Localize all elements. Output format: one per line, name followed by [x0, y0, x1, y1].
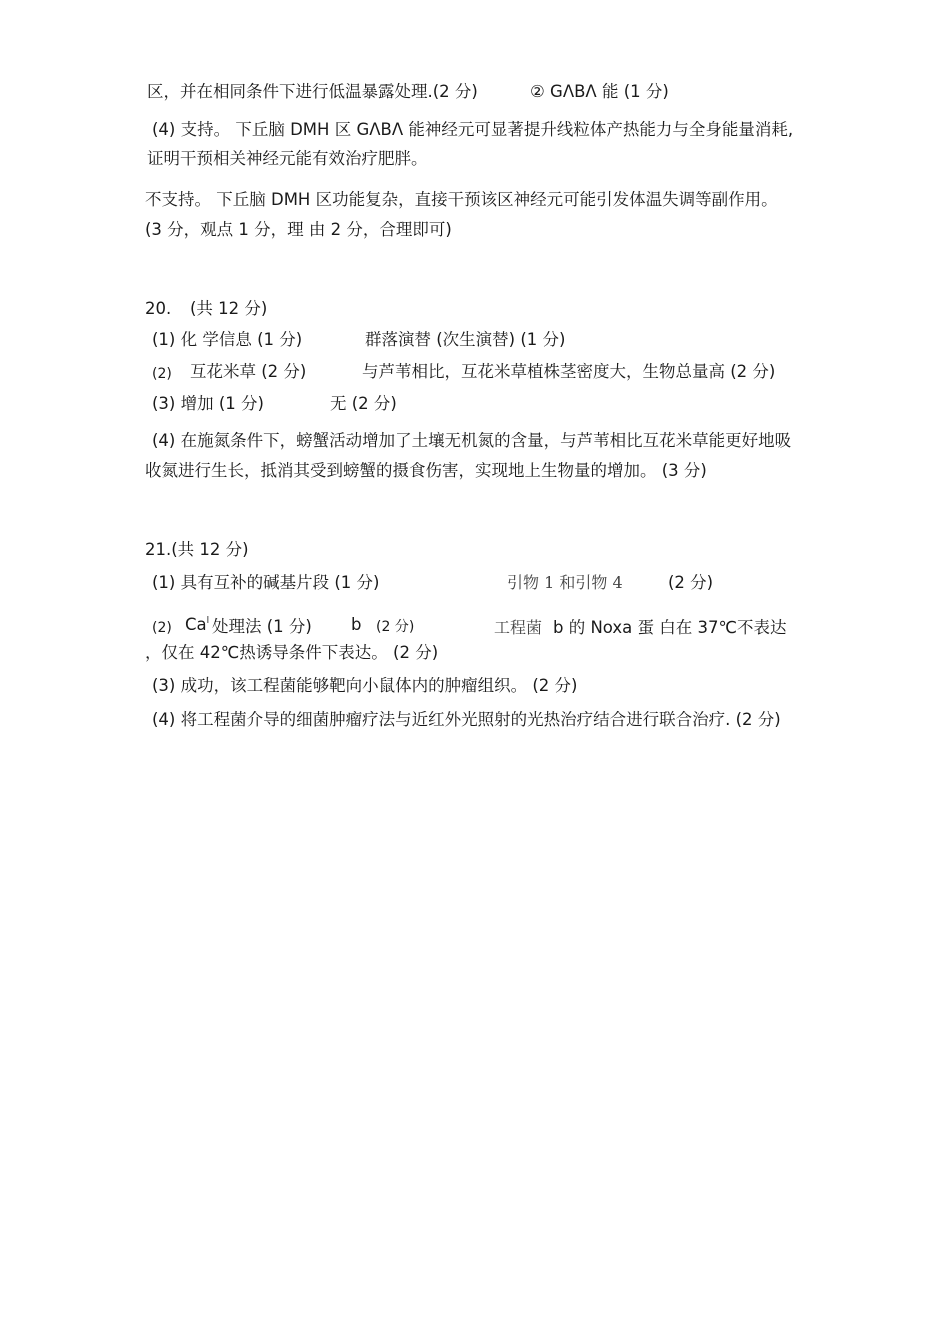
- q20-answer-2-number: (2): [152, 366, 172, 382]
- q21-answer-1b: 引物 1 和引物 4: [507, 573, 623, 592]
- q19-line-2: (4) 支持。 下丘脑 DMH 区 GΛBΛ 能神经元可显著提升线粒体产热能力与全身能量消耗,: [152, 120, 794, 139]
- q21-heading: 21.(共 12 分): [145, 540, 249, 559]
- q20-answer-3: (3) 增加 (1 分): [152, 394, 264, 413]
- q20-heading: 20.: [145, 299, 172, 318]
- q19-line-4: 不支持。 下丘脑 DMH 区功能复杂，直接干预该区神经元可能引发体温失调等副作用。: [145, 190, 778, 209]
- q21-answer-2-engineered-bacteria: 工程菌: [494, 618, 543, 637]
- q20-answer-1: (1) 化 学信息 (1 分): [152, 330, 303, 349]
- q20-answer-2: 互花米草 (2 分): [190, 362, 307, 381]
- q20-answer-4: (4) 在施氮条件下，螃蟹活动增加了土壤无机氮的含量，与芦苇相比互花米草能更好地吸: [152, 431, 792, 450]
- q21-answer-2-method: 处理法 (1 分): [212, 617, 312, 636]
- q21-answer-1: (1) 具有互补的碱基片段 (1 分): [152, 573, 380, 592]
- q21-answer-2-ca: Ca$^l$: [185, 615, 210, 634]
- q21-answer-4: (4) 将工程菌介导的细菌肿瘤疗法与近红外光照射的光热治疗结合进行联合治疗. (2 分): [152, 710, 781, 729]
- q21-answer-2-continued: ，仅在 42℃热诱导条件下表达。 (2 分): [145, 643, 439, 662]
- q20-answer-4b: 收氮进行生长，抵消其受到螃蟹的摄食伤害，实现地上生物量的增加。 (3 分): [145, 461, 707, 480]
- q20-answer-1b: 群落演替 (次生演替) (1 分): [365, 330, 566, 349]
- q20-total-score: (共 12 分): [190, 299, 268, 318]
- q19-line-3: 证明干预相关神经元能有效治疗肥胖。: [147, 149, 428, 168]
- q19-line-5: (3 分，观点 1 分，理 由 2 分，合理即可): [145, 220, 452, 239]
- q20-answer-3b: 无 (2 分): [330, 394, 397, 413]
- q21-answer-2-b-score: (2 分): [376, 619, 415, 635]
- q21-answer-2-number: (2): [152, 620, 172, 636]
- q21-answer-2-tail: b 的 Noxa 蛋 白在 37℃不表达: [553, 618, 787, 637]
- q19-line-1: 区，并在相同条件下进行低温暴露处理.(2 分): [147, 82, 478, 101]
- q21-answer-3: (3) 成功，该工程菌能够靶向小鼠体内的肿瘤组织。 (2 分): [152, 676, 578, 695]
- q21-answer-1c: (2 分): [668, 573, 714, 592]
- q19-line-1b: ② GΛBΛ 能 (1 分): [530, 82, 669, 101]
- q21-answer-2-b: b: [351, 615, 362, 634]
- q20-answer-2b: 与芦苇相比，互花米草植株茎密度大，生物总量高 (2 分): [362, 362, 776, 381]
